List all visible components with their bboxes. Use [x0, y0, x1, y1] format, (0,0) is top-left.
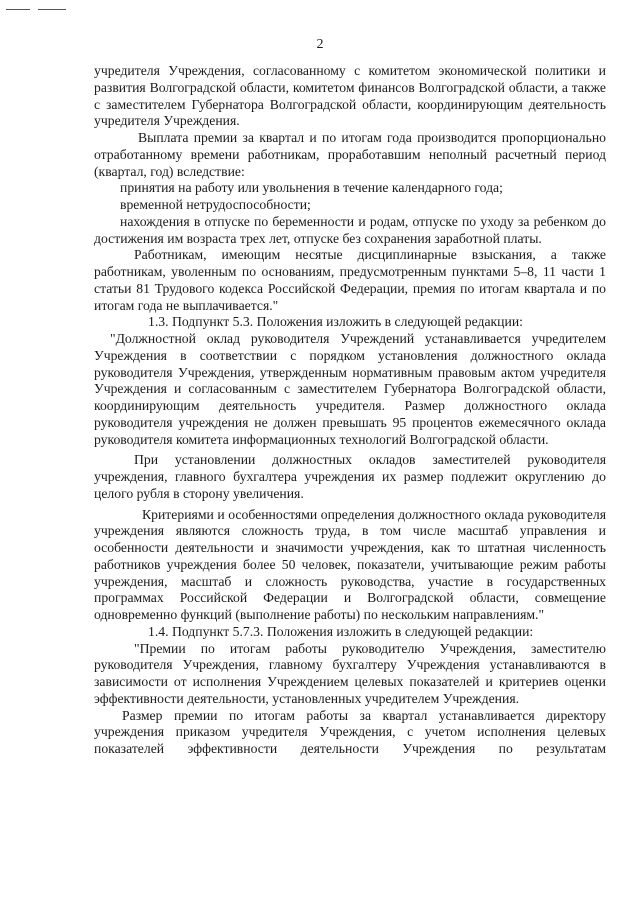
- paragraph: Выплата премии за квартал и по итогам года производится пропорционально отработанному времени работникам, проработавшим неполный расчетный период (квартал, год) вследствие:: [94, 130, 606, 179]
- section-heading: 1.4. Подпункт 5.7.3. Положения изложить в следующей редакции:: [148, 623, 534, 639]
- scan-artifact-line: [38, 9, 66, 10]
- list-item: принятия на работу или увольнения в течение календарного года;: [120, 180, 503, 196]
- list-item: нахождения в отпуске по беременности и родам, отпуске по уходу за ребенком до достижения им возраста трех лет, отпуске без сохранения заработной платы.: [94, 213, 606, 246]
- scan-artifact-line: [6, 9, 30, 10]
- paragraph: При установлении должностных окладов заместителей руководителя учреждения, главного бухгалтера учреждения их размер подлежит округлению до целого рубля в сторону увеличения.: [94, 452, 606, 501]
- paragraph: Работникам, имеющим несятые дисциплинарные взыскания, а также работникам, уволенным по основаниям, предусмотренным пунктами 5–8, 11 части 1 статьи 81 Трудового кодекса Российской Федерации, премия по итогам квартала и по итогам года не выплачивается.": [94, 247, 606, 313]
- page-number: 2: [316, 37, 324, 52]
- paragraph: "Должностной оклад руководителя Учреждений устанавливается учредителем Учреждения в соответствии с порядком установления должностного оклада руководителя Учреждения, утвержденным нормативным правовым актом учредителя Учреждения и согласованным с заместителем Губернатора Волгоградской области, координирующим деятельность учредителя. Размер должностного оклада руководителя учреждения не должен превышать 95 процентов ежемесячного оклада руководителя комитета информационных технологий Волгоградской области.: [94, 331, 606, 447]
- paragraph: "Премии по итогам работы руководителю Учреждения, заместителю руководителя Учреждения, главному бухгалтеру Учреждения устанавливаются в зависимости от исполнения Учреждением целевых показателей и критериев оценки эффективности деятельности, установленных учредителем Учреждения.: [94, 640, 606, 706]
- paragraph: учредителя Учреждения, согласованному с комитетом экономической политики и развития Волгоградской области, комитетом финансов Волгоградской области, а также с заместителем Губернатора Волгоградской области, координирующим деятельность учредителя Учреждения.: [94, 63, 606, 129]
- document-body: [94, 63, 606, 758]
- paragraph: Критериями и особенностями определения должностного оклада руководителя учреждения являются сложность труда, в том числе масштаб управления и особенности деятельности и значимости учреждения, как то штатная численность работников учреждения более 50 человек, показатели, учитывающие режим работы учреждения, масштаб и сложность руководства, участие в государственных программах Российской Федерации и Волгоградской области, совмещение одновременно функций (выполнение работы) по нескольким направлениям.": [94, 506, 606, 622]
- paragraph: Размер премии по итогам работы за квартал устанавливается директору учреждения приказом учредителя Учреждения, с учетом исполнения целевых показателей эффективности деятельности Учреждения по результатам: [94, 707, 606, 756]
- list-item: временной нетрудоспособности;: [120, 197, 311, 212]
- section-heading: 1.3. Подпункт 5.3. Положения изложить в следующей редакции:: [148, 314, 523, 330]
